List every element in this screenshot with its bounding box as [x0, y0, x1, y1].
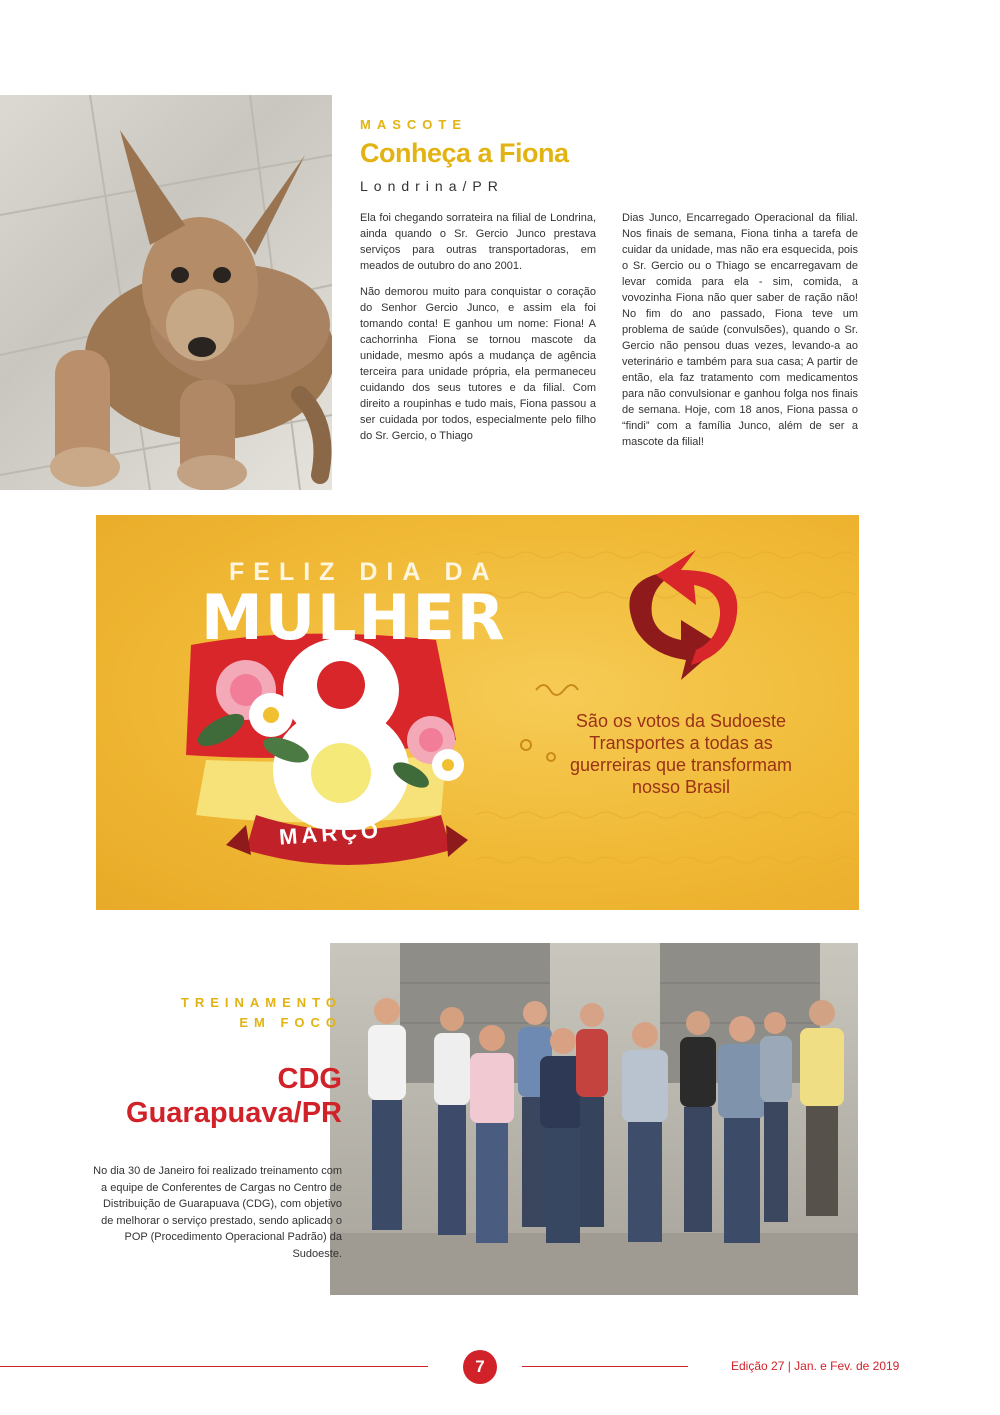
section-kicker-treinamento: [181, 993, 342, 1033]
team-training-photo: [330, 943, 858, 1295]
paragraph: Ela foi chegando sorrateira na filial de Londrina, ainda quando o Sr. Gercio Junco prestava serviços para outras transportadoras, em meados de outubro do ano 2001.: [360, 212, 596, 272]
page-number: 7: [463, 1350, 497, 1384]
article-title: Conheça a Fiona: [360, 138, 569, 168]
number-eight-graphic: [273, 638, 409, 832]
banner-message: São os votos da Sudoeste Transportes a todas as guerreiras que transformam nosso Brasil: [569, 711, 793, 797]
banner-line-2: MULHER: [201, 581, 507, 654]
title-line: Guarapuava/PR: [126, 1097, 342, 1129]
edition-label: Edição 27 | Jan. e Fev. de 2019: [731, 1359, 900, 1373]
treinamento-text: No dia 30 de Janeiro foi realizado treinamento com a equipe de Conferentes de Cargas no Centro de Distribuição de Guarapuava (CDG), com objetivo de melhorar o serviço prestado, sendo aplicado o POP (Procedimento Operacional Padrão) da Sudoeste.: [93, 1165, 342, 1260]
paragraph: Dias Junco, Encarregado Operacional da filial. Nos finais de semana, Fiona tinha a tarefa de cuidar da unidade, mas não era esquecida, pois o Sr. Gercio ou o Thiago se encarregavam de levar comida para ela - sim, comida, a vovozinha Fiona não quer saber de ração não! No fim do ano passado, Fiona teve um problema de saúde (convulsões), quando o Sr. Gercio não pensou duas vezes, levando-a ao veterinário e também para sua casa; A partir de então, ela faz tratamento com medicamentos para não convulsionar e ganhou folga nos finais de semana. Hoje, com 18 anos, Fiona passa o “findi” com a família Junco, além de ser a mascote da filial!: [622, 212, 858, 448]
kicker-line: EM FOCO: [239, 1015, 342, 1030]
title-line: CDG: [277, 1063, 342, 1095]
banner-month: MARÇO: [278, 817, 383, 850]
womens-day-banner: [96, 515, 859, 910]
paragraph: Não demorou muito para conquistar o coração do Senhor Gercio Junco, e assim ela foi tomando conta! E ganhou um nome: Fiona! A cachorrinha Fiona se tornou mascote da unidade, mesmo após a mudança de agência terceira para unidade própria, ela permaneceu cuidando dos seus tutores e da filial. Com direito a roupinhas e tudo mais, Fiona passou a ser cuidada por todos, especialmente pelo filho do Sr. Gercio, o Thiago: [360, 286, 596, 442]
footer-rule-right: [522, 1366, 688, 1367]
kicker-line: TREINAMENTO: [180, 995, 342, 1010]
section-kicker-mascote: MASCOTE: [360, 117, 467, 132]
footer-rule-left: [0, 1366, 428, 1367]
article-column-2: [622, 210, 858, 460]
article-location: Londrina/PR: [360, 178, 504, 194]
team-photo-illustration: [330, 943, 858, 1295]
article-column-1: [360, 210, 596, 454]
sudoeste-logo: [629, 550, 737, 680]
fiona-dog-photo: [0, 95, 332, 490]
treinamento-title: [126, 1062, 342, 1130]
banner-line-1: FELIZ DIA DA: [229, 558, 499, 586]
dog-illustration: [0, 95, 332, 490]
